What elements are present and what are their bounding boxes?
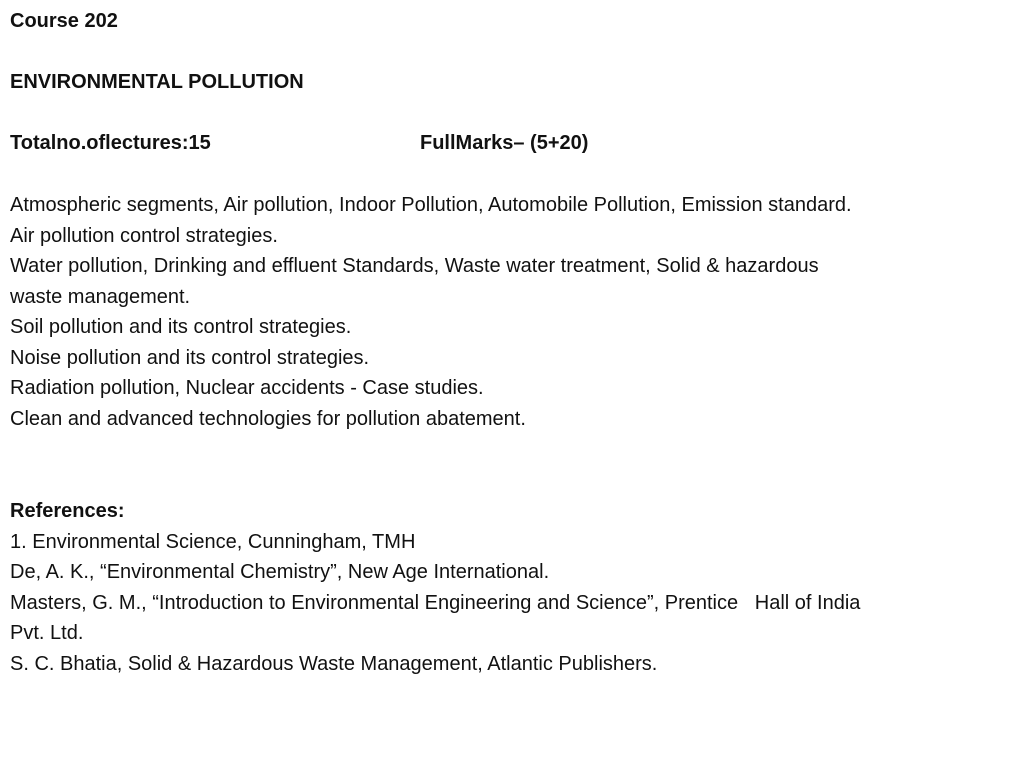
reference-item: Masters, G. M., “Introduction to Environmental Engineering and Science”, Prentice Hall of India — [10, 591, 861, 614]
reference-item: 1. Environmental Science, Cunningham, TMH — [10, 530, 416, 553]
course-title: ENVIRONMENTAL POLLUTION — [10, 71, 304, 93]
reference-item: De, A. K., “Environmental Chemistry”, New Age International. — [10, 561, 550, 583]
references-section — [10, 496, 860, 679]
syllabus-line: Water pollution, Drinking and effluent Standards, Waste water treatment, Solid & hazardous — [10, 255, 819, 277]
full-marks: FullMarks– (5+20) — [420, 132, 589, 154]
reference-item: S. C. Bhatia, Solid & Hazardous Waste Management, Atlantic Publishers. — [10, 652, 658, 675]
syllabus-line: Air pollution control strategies. — [10, 224, 278, 247]
syllabus-line: Atmospheric segments, Air pollution, Indoor Pollution, Automobile Pollution, Emission standard. — [10, 194, 852, 216]
course-number: Course 202 — [10, 10, 118, 32]
syllabus-line: waste management. — [10, 285, 191, 308]
syllabus-line: Noise pollution and its control strategies. — [10, 346, 370, 369]
syllabus-line: Radiation pollution, Nuclear accidents - Case studies. — [10, 377, 484, 399]
syllabus-content — [10, 190, 852, 434]
syllabus-line: Clean and advanced technologies for pollution abatement. — [10, 407, 526, 430]
syllabus-line: Soil pollution and its control strategies. — [10, 316, 352, 338]
total-lectures: Totalno.oflectures:15 — [10, 132, 211, 154]
references-heading: References: — [10, 500, 125, 522]
reference-item: Pvt. Ltd. — [10, 622, 84, 644]
